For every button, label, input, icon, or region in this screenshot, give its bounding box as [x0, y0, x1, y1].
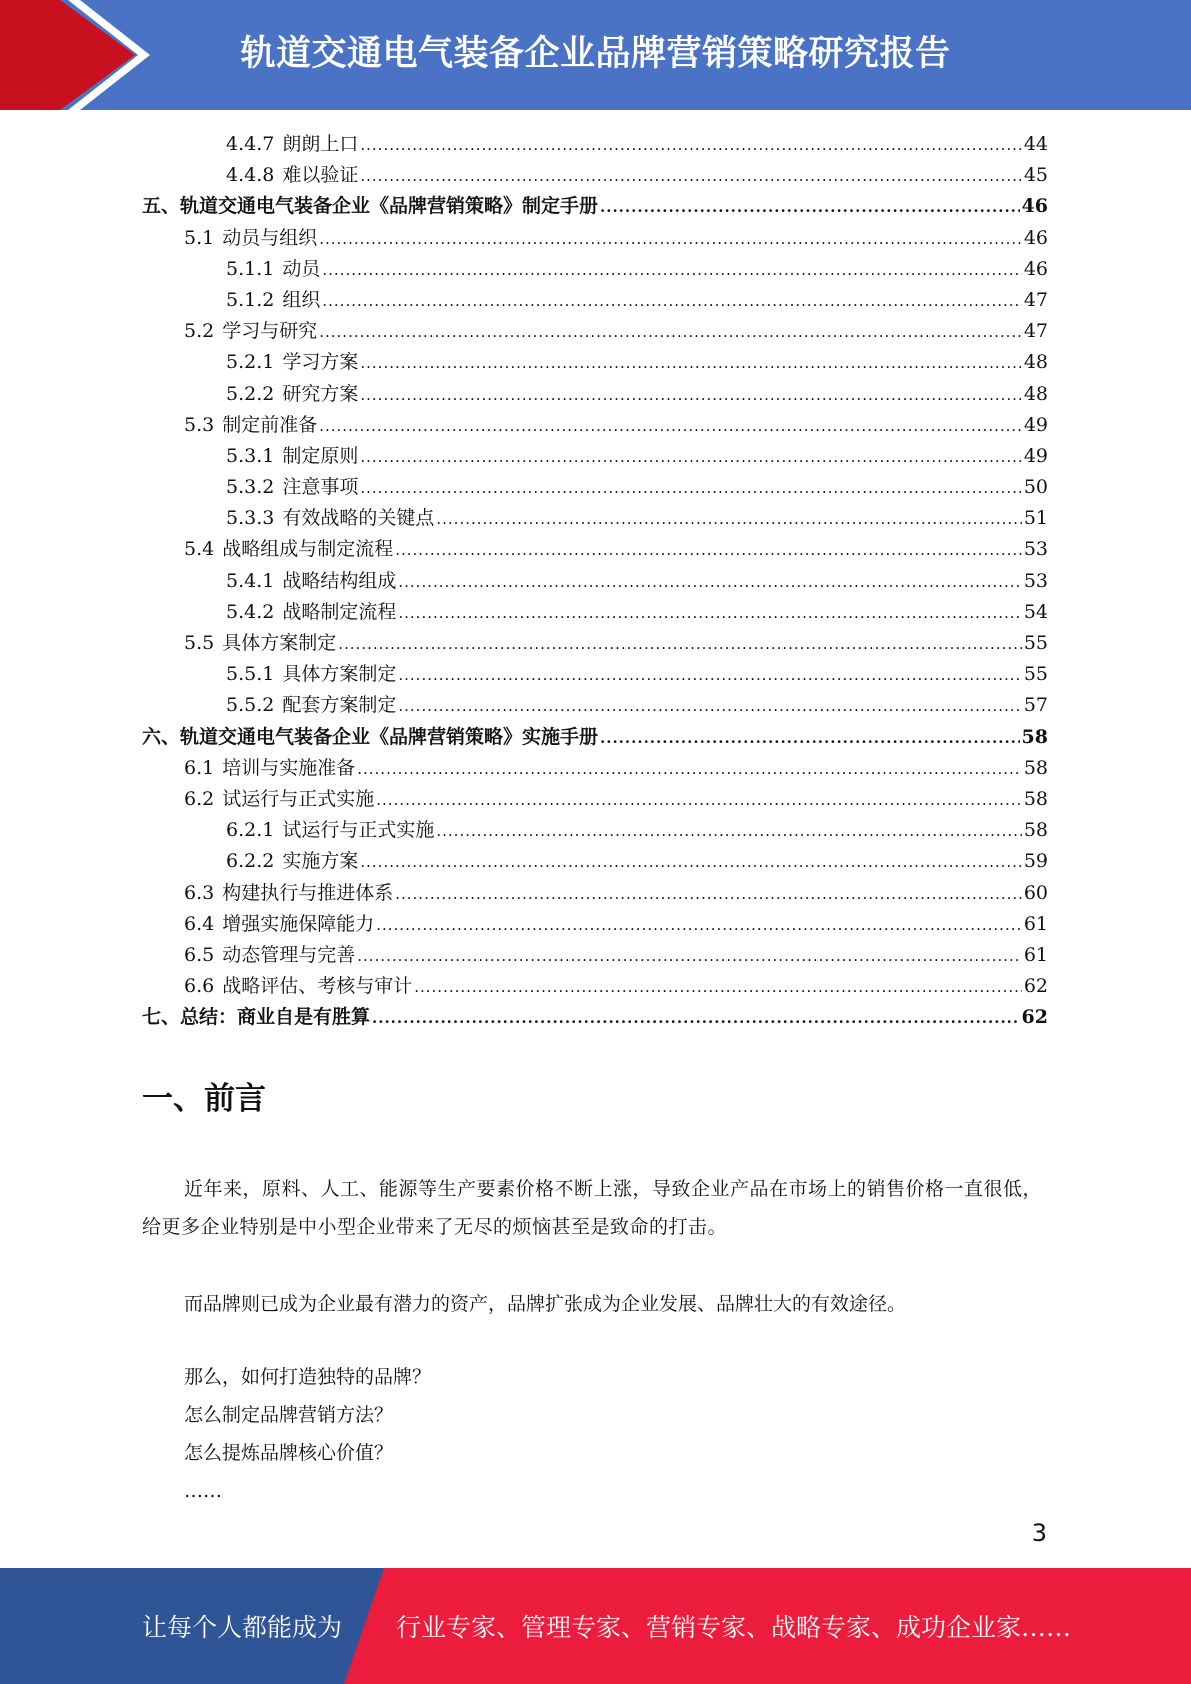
toc-entry-title: 研究方案: [282, 382, 359, 405]
toc-entry-title: 注意事项: [282, 476, 359, 499]
toc-entry-title: 构建执行与推进体系: [222, 881, 394, 904]
toc-dot-leader: [600, 192, 1020, 223]
toc-dot-leader: [376, 910, 1022, 941]
toc-entry-title: 具体方案制定: [282, 663, 397, 686]
toc-entry[interactable]: [142, 815, 1048, 846]
toc-dot-leader: [360, 161, 1021, 192]
toc-entry-number: 5.4.1: [226, 569, 275, 592]
toc-entry-page: 47: [1023, 320, 1048, 343]
toc-entry[interactable]: [142, 566, 1048, 597]
toc-dot-leader: [319, 317, 1022, 348]
table-of-contents: [142, 129, 1048, 1033]
toc-dot-leader: [436, 504, 1021, 535]
toc-entry-title: 组织: [282, 288, 321, 311]
toc-entry[interactable]: [142, 909, 1048, 940]
toc-entry-number: 5.2.2: [226, 382, 275, 405]
ellipsis: ……: [184, 1480, 222, 1502]
toc-entry-title: 战略组成与制定流程: [222, 538, 394, 561]
toc-entry-title: 动员: [282, 257, 321, 280]
toc-entry-title: 七、总结：商业自是有胜算: [142, 1006, 371, 1029]
toc-entry-number: 6.6: [184, 975, 215, 998]
toc-entry[interactable]: [142, 441, 1048, 472]
section-heading: 一、前言: [142, 1081, 266, 1117]
toc-entry-title: 具体方案制定: [222, 632, 337, 654]
toc-entry-number: 6.2.2: [226, 850, 275, 873]
toc-entry-number: 6.2: [184, 787, 215, 810]
toc-entry-page: 53: [1023, 538, 1048, 561]
toc-entry-page: 46: [1021, 195, 1048, 218]
toc-entry-page: 48: [1023, 382, 1048, 405]
toc-entry-title: 难以验证: [282, 164, 359, 187]
toc-entry-page: 58: [1023, 756, 1048, 779]
toc-entry-number: 6.2.1: [226, 819, 275, 842]
toc-entry-page: 47: [1023, 288, 1048, 311]
question-item: 怎么提炼品牌核心价值？: [184, 1442, 394, 1464]
toc-dot-leader: [398, 598, 1021, 629]
toc-entry-page: 49: [1023, 413, 1048, 436]
toc-entry-number: 5.4: [184, 538, 215, 561]
toc-entry[interactable]: [142, 316, 1048, 347]
toc-entry[interactable]: [142, 784, 1048, 815]
footer-slogan-left: 让每个人都能成为: [142, 1613, 343, 1642]
toc-entry-title: 制定原则: [282, 444, 359, 467]
toc-dot-leader: [395, 879, 1022, 910]
toc-entry-number: 5.2: [184, 320, 215, 343]
toc-entry-title: 动态管理与完善: [222, 943, 356, 966]
toc-entry-number: 5.3.3: [226, 507, 275, 530]
toc-entry-page: 48: [1023, 351, 1048, 374]
toc-entry-number: 5.5: [184, 632, 215, 654]
toc-entry-title: 战略制定流程: [282, 600, 397, 623]
toc-entry-title: 动员与组织: [222, 226, 318, 249]
toc-dot-leader: [360, 473, 1021, 504]
toc-entry[interactable]: [142, 379, 1048, 410]
toc-dot-leader: [414, 972, 1022, 1003]
toc-dot-leader: [357, 941, 1022, 972]
toc-entry[interactable]: [142, 628, 1048, 659]
toc-entry[interactable]: [142, 846, 1048, 877]
toc-entry[interactable]: [142, 722, 1048, 753]
toc-entry[interactable]: [142, 223, 1048, 254]
toc-entry-title: 战略结构组成: [282, 569, 397, 592]
toc-entry[interactable]: [142, 285, 1048, 316]
toc-dot-leader: [360, 847, 1021, 878]
toc-entry[interactable]: [142, 971, 1048, 1002]
toc-dot-leader: [338, 629, 1022, 660]
footer-slogan-right: 行业专家、管理专家、营销专家、战略专家、成功企业家……: [396, 1613, 1072, 1642]
toc-entry-page: 57: [1023, 694, 1048, 717]
toc-entry[interactable]: [142, 129, 1048, 160]
intro-paragraph-2: 而品牌则已成为企业最有潜力的资产，品牌扩张成为企业发展、品牌壮大的有效途径。: [184, 1293, 907, 1315]
toc-dot-leader: [376, 785, 1022, 816]
toc-dot-leader: [436, 816, 1021, 847]
toc-entry-title: 战略评估、考核与审计: [222, 975, 413, 998]
toc-dot-leader: [398, 660, 1021, 691]
toc-entry-page: 46: [1023, 226, 1048, 249]
toc-entry[interactable]: [142, 534, 1048, 565]
toc-dot-leader: [357, 754, 1022, 785]
toc-entry-number: 6.3: [184, 881, 215, 904]
toc-entry-title: 试运行与正式实施: [282, 819, 435, 842]
toc-entry-page: 51: [1023, 507, 1048, 530]
toc-entry[interactable]: [142, 878, 1048, 909]
toc-entry-page: 58: [1021, 725, 1048, 748]
toc-dot-leader: [319, 411, 1022, 442]
toc-entry-number: 4.4.7: [226, 133, 275, 155]
toc-dot-leader: [360, 442, 1021, 473]
toc-entry-number: 5.2.1: [226, 351, 275, 374]
toc-entry-page: 46: [1023, 257, 1048, 280]
toc-entry[interactable]: [142, 254, 1048, 285]
toc-dot-leader: [398, 567, 1021, 598]
toc-entry[interactable]: [142, 753, 1048, 784]
toc-entry[interactable]: [142, 160, 1048, 191]
toc-entry-title: 六、轨道交通电气装备企业《品牌营销策略》实施手册: [142, 725, 599, 748]
toc-entry-number: 5.5.1: [226, 663, 275, 686]
toc-dot-leader: [395, 535, 1022, 566]
toc-entry-number: 5.1.1: [226, 257, 275, 280]
toc-entry-page: 53: [1023, 569, 1048, 592]
toc-entry-title: 朗朗上口: [282, 133, 359, 155]
toc-dot-leader: [360, 348, 1021, 379]
toc-entry-title: 学习方案: [282, 351, 359, 374]
toc-entry-page: 58: [1023, 787, 1048, 810]
toc-entry-title: 实施方案: [282, 850, 359, 873]
toc-entry-page: 55: [1023, 632, 1048, 654]
intro-paragraph-1: 近年来，原料、人工、能源等生产要素价格不断上涨，导致企业产品在市场上的销售价格一直很低，给更多企业特别是中小型企业带来了无尽的烦恼甚至是致命的打击。: [142, 1178, 1043, 1238]
toc-entry-page: 60: [1023, 881, 1048, 904]
toc-dot-leader: [322, 286, 1021, 317]
toc-entry[interactable]: [142, 191, 1048, 222]
toc-entry-number: 5.4.2: [226, 600, 275, 623]
page-footer: [0, 1568, 1191, 1684]
toc-entry-number: 6.5: [184, 943, 215, 966]
report-title: 轨道交通电气装备企业品牌营销策略研究报告: [240, 34, 951, 74]
toc-entry-title: 五、轨道交通电气装备企业《品牌营销策略》制定手册: [142, 195, 599, 218]
page-number: 3: [1031, 1519, 1047, 1547]
toc-entry-page: 49: [1023, 444, 1048, 467]
toc-entry-number: 5.1: [184, 226, 215, 249]
toc-entry[interactable]: [142, 347, 1048, 378]
toc-entry-page: 62: [1021, 1006, 1048, 1029]
toc-dot-leader: [319, 224, 1022, 255]
question-list: [142, 1358, 1090, 1510]
toc-entry-number: 5.3.2: [226, 476, 275, 499]
question-item: 那么，如何打造独特的品牌？: [184, 1366, 432, 1388]
toc-entry-page: 62: [1023, 975, 1048, 998]
toc-entry-page: 61: [1023, 912, 1048, 935]
page-header: [0, 0, 1191, 110]
toc-entry-page: 58: [1023, 819, 1048, 842]
toc-entry-number: 5.3.1: [226, 444, 275, 467]
toc-entry-title: 学习与研究: [222, 320, 318, 343]
toc-entry-title: 有效战略的关键点: [282, 507, 435, 530]
toc-entry-page: 59: [1023, 850, 1048, 873]
toc-entry-title: 试运行与正式实施: [222, 787, 375, 810]
toc-entry-title: 培训与实施准备: [222, 756, 356, 779]
toc-entry[interactable]: [142, 597, 1048, 628]
toc-entry[interactable]: [142, 472, 1048, 503]
toc-entry-page: 45: [1023, 164, 1048, 187]
toc-dot-leader: [322, 255, 1021, 286]
toc-entry[interactable]: [142, 659, 1048, 690]
toc-entry-page: 55: [1023, 663, 1048, 686]
toc-entry-number: 5.3: [184, 413, 215, 436]
question-item: 怎么制定品牌营销方法？: [184, 1404, 394, 1426]
toc-entry-number: 6.4: [184, 912, 215, 935]
toc-entry[interactable]: [142, 1002, 1048, 1033]
toc-entry-title: 制定前准备: [222, 413, 318, 436]
toc-dot-leader: [360, 380, 1021, 411]
toc-entry-page: 54: [1023, 600, 1048, 623]
toc-entry-title: 增强实施保障能力: [222, 912, 375, 935]
toc-entry-title: 配套方案制定: [282, 694, 397, 717]
toc-entry[interactable]: [142, 940, 1048, 971]
toc-entry-number: 5.5.2: [226, 694, 275, 717]
toc-dot-leader: [360, 130, 1021, 161]
toc-entry-page: 61: [1023, 943, 1048, 966]
toc-entry[interactable]: [142, 690, 1048, 721]
toc-entry-number: 5.1.2: [226, 288, 275, 311]
toc-entry[interactable]: [142, 410, 1048, 441]
toc-dot-leader: [398, 691, 1021, 722]
toc-dot-leader: [372, 1003, 1020, 1034]
toc-entry-number: 6.1: [184, 756, 215, 779]
toc-entry[interactable]: [142, 503, 1048, 534]
toc-entry-page: 50: [1023, 476, 1048, 499]
toc-dot-leader: [600, 723, 1020, 754]
toc-entry-number: 4.4.8: [226, 164, 275, 187]
toc-entry-page: 44: [1023, 133, 1048, 155]
